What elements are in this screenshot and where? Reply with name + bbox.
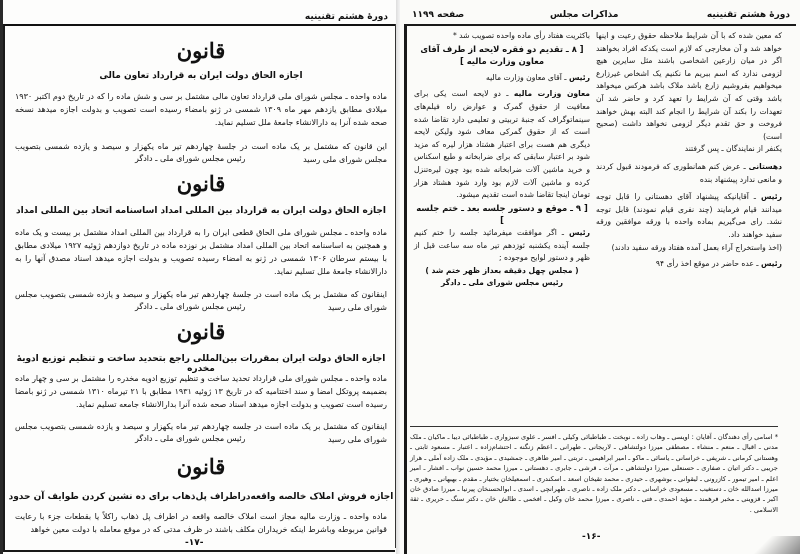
speech: معاون وزارت مالیه ـ دو لایحه است یکی برای معافیت از حقوق گمرک و عوارض راه فیلم‌های سینماتوگراف که جنبهٔ تربیتی و تعلیمی دارد تقاضا شده است که از حقوق گمرکی معاف شود ولیکن لایحه دیگری هم هست برای اعتبار هشتاد هزار لیره که مزید شود بر اعتبار سابقی که برای ضرابخانه و طبع اسکناس و خرید ماشین آلات ضرابخانه شده بود چون لیره‌تنزل کرده و ماشین آلات لازم بود وارد شود هشتاد هزار تومان اینجا تقاضا شده است تقدیم میشود. xyxy=(414,89,590,200)
law-enactment: اینقانون که مشتمل بر یک ماده است در جلسه چهاردهم تیر ماه یکهزار و سیصد و یازده شمسی بتصویب مجلس شورای ملی رسید xyxy=(15,422,387,444)
paragraph: باکثریت هفتاد رأی ماده واحده تصویب شد * xyxy=(452,31,590,40)
law-article: ماده واحده ـ وزارت مالیه مجاز است املاک خالصه واقعه در اطراف پل ذهاب راکلاً یا بقطعات جزء با رعایت قوانین مربوطه وباشرط اینکه خریداران مکلف باشند در ظرف مدتی که در موقع معامله با دولت معین خواهد xyxy=(15,512,387,534)
law-heading: قانون xyxy=(176,171,226,196)
paragraph: که معین شده که با آن شرایط ملاحظه حقوق رعیت و اینها خواهد شد و آن مخارجی که لازم است یکدکه افراد بخواهند اگر در میان زارعین اشخاصی باشند مثل سایرین هیچ لزومی ندارد که اسم ببریم ما نکنیم یک اشخاص غیرزارع میخواهیم بفروشیم زارع باشد ملاک باشد هرکس میخواهد باشد وقتی که آن شرایط را تعهد کرد و حاضر شد آن تعهدات را بکند آن شرایط را انجام کند البته بهش خواهند فروخت و حق تقدم دیگر لزومی نخواهد داشت (صحیح است) xyxy=(596,31,782,141)
law-subtitle: اجازه الحاق دولت ایران به قرارداد تعاون مالی xyxy=(99,71,303,81)
law-subtitle: اجازه الحاق دولت ایران به قرارداد بین المللی امداد اساسنامه اتحاد بین المللی امداد xyxy=(16,206,386,216)
law-heading: قانون xyxy=(176,454,226,479)
section-heading: [ ۹ ـ موقع و دستور جلسه بعد ـ ختم جلسه ] xyxy=(416,202,588,226)
scan-corner-shadow xyxy=(740,536,800,554)
session-close-note: ( مجلس چهل دقیقه بعداز ظهر ختم شد ) xyxy=(425,265,579,275)
running-header-center: مذاکرات مجلس xyxy=(550,10,619,20)
page-border xyxy=(404,24,407,554)
law-article: ماده واحده ـ مجلس شورای ملی قرارداد تحدید ساخت و تنظیم توزیع ادویه مخدره را مشتمل بر سی و چهار ماده بضمیمه پروتکل امضا و سند اختتامیه که در تاریخ ۱۳ ژوئیه ۱۹۳۱ مطابق با ۲۱ تیرماه ۱۳۱۰ شمسی در ژنو بامضا رسیده است تصویب و بدولت اجازه میدهد اسناد صحه شده آنرا بدارالانشاء جامعه تسلیم نماید. xyxy=(15,374,387,409)
right-page xyxy=(400,0,800,554)
law-subtitle: اجازه فروش املاک خالصه واقعه‌دراطراف پل‌ذهاب برای ده نشین کردن طوایف آن حدود xyxy=(8,492,394,502)
law-heading: قانون xyxy=(176,319,226,344)
section-heading: [ ۸ ـ تقدیم دو فقره لایحه از طرف آقای معاون وزارت مالیه ] xyxy=(420,43,584,67)
law-signature: رئیس مجلس شورای ملی ـ دادگر xyxy=(135,154,246,163)
speaker: دهستانی xyxy=(748,161,782,171)
speaker: رئیس xyxy=(568,72,590,82)
law-signature: رئیس مجلس شورای ملی ـ دادگر xyxy=(135,434,246,443)
voters-footnote: * اسامی رأی دهندگان ـ آقایان : اویسی ـ وهاب زاده ـ نوبخت ـ طباطبائی وکیلی ـ افسر ـ علوی سبزواری ـ طباطبائی دیبا ـ ماکیان ـ ملک مدنی ـ اقبال ـ منعم ـ منشاء ـ مصطفی میرزا دولتشاهی ـ لاریجانی ـ طهرانی ـ اعظم زنگنه ـ احتشام‌زاده ـ اعتبار ـ مسعود ثابتی ـ وهستانی کرمانی ـ شریفی ـ خراسانی ـ یاسائی ـ ماکو ـ امیر ابراهیمی ـ تربتی ـ امیر طاهری ـ جمشیدی ـ مؤیدی ـ ملک زاده آملی ـ هراز جریبی ـ دکتر اتیان ـ صفاری ـ حسنعلی میرزا دولتشاهی ـ مرآت ـ قرشی ـ جابری ـ دهستانی ـ میرزا محمد حسین نواب ـ افشار ـ امیر اعلم ـ امیر تیمور ـ کازرونی ـ لیقوانی ـ بوشهری ـ حیدری ـ محمد تقیخان اسعد ـ اسکندری ـ اسمعیلخان بختیار ـ مقدم ـ بهبهانی ـ وهیری ـ میرزا اسدالله خان ـ دستغیب ـ مسعودی خراسانی ـ دکتر ملک زاده ـ ناصری ـ طهرانچی ـ اسدی ـ ابوالحسنخان پیرنیا ـ میرزا صادق خان اکبر ـ قزوینی ـ مخبر فرهمند ـ مؤید احمدی ـ فتی ـ ناصری ـ میرزا محمد خان وکیل ـ افخمی ـ طالش خان ـ دکتر سنگ ـ حریری ـ ثقة الاسلامی . xyxy=(410,433,778,514)
speaker: معاون وزارت مالیه xyxy=(513,89,590,99)
right-column xyxy=(596,30,782,271)
running-header-page: صفحه ۱۱۹۹ xyxy=(412,10,465,20)
law-article: ماده واحده ـ مجلس شورای ملی قرارداد تعاون مالی مشتمل بر سی و شش ماده را که در تاریخ دوم اکتبر ۱۹۳۰ میلادی مطابق یازدهم مهر ماه ۱۳۰۹ شمسی در ژنو بامضاء رسیده است تصویب و بدولت اجازه میدهد نسخه صحه شده آنرا به دارالانشاء جامعهٔ ملل تسلیم نماید. xyxy=(15,92,387,127)
speaker: رئیس xyxy=(568,227,590,237)
footnote-rule xyxy=(410,426,778,427)
speaker: رئیس xyxy=(760,192,783,202)
law-heading: قانون xyxy=(176,38,226,63)
speech: دهستانی ـ عرض کنم همانطوری که فرمودند قبول کردند و مانعی ندارد پیشنهاد بنده xyxy=(596,161,782,184)
running-header: دورهٔ هشتم تقنینیه xyxy=(304,12,388,22)
paragraph: یکنفر از نمایندگان ـ پس گرفتند xyxy=(684,144,782,154)
speaker: رئیس xyxy=(760,259,782,269)
signature: رئیس مجلس شورای ملی ـ دادگر xyxy=(440,278,564,288)
page-border xyxy=(3,24,395,552)
left-column xyxy=(414,30,590,290)
law-subtitle: اجازه الحاق دولت ایران بمقررات بین‌المللی راجع بتحدید ساخت و تنظیم توزیع ادویهٔ مخدره xyxy=(16,354,386,374)
speech: رئیس ـ آقایانیکه پیشنهاد آقای دهستانی را قابل توجه میدانند قیام فرمایند (چند نفری قیام نمودند) قابل توجه نشد. رای می‌گیریم بماده واحده با ورقه موافقین ورقه سفید خواهند داد. xyxy=(596,192,783,239)
speech: رئیس ـ آقای معاون وزارت مالیه xyxy=(486,72,590,82)
paragraph: (اخذ واستخراج آراء بعمل آمده هفتاد ورقه سفید دادند) xyxy=(611,242,782,252)
page-number: -۱۶- xyxy=(582,532,601,542)
law-article: ماده واحده ـ مجلس شورای ملی الحاق قطعی ایران را به قرارداد بین المللی امداد مشتمل بر بیست و یک ماده و همچنین به اساسنامه اتحاد بین المللی امداد مشتمل بر نوزده ماده در تاریخ دوازدهم ژوئیه ۱۹۲۷ میلادی مطابق با بیستم سرطان ۱۳۰۶ شمسی در ژنو به امضاء رسیده تصویب و بدولت اجازه میدهد اسناد مصدق آنها را به دارالانشاء جامعهٔ ملل تسلیم نماید. xyxy=(15,228,387,276)
speech: رئیس ـ عده حاضر در موقع اخذ رأی ۹۴ xyxy=(655,259,782,269)
page-number: -۱۷- xyxy=(185,538,204,548)
law-signature: رئیس مجلس شورای ملی ـ دادگر xyxy=(135,302,246,311)
header-rule xyxy=(404,24,796,26)
law-enactment: اینقانون که مشتمل بر یک ماده است در جلسهٔ چهاردهم تیر ماه یکهزار و سیصد و یازده شمسی بتصویب مجلس شورای ملی رسید xyxy=(15,290,387,312)
running-header-right: دورهٔ هشتم تقنینیه xyxy=(706,10,790,20)
law-enactment: این قانون که مشتمل بر یک ماده است در جلسهٔ چهاردهم تیر ماه یکهزار و سیصد و یازده شمسی بتصویب مجلس شورای ملی رسید xyxy=(15,142,387,164)
speech: رئیس ـ اگر موافقت میفرمائید جلسه را ختم کنیم جلسه آینده یکشنبه ئوزدهم تیر ماه سه ساعت قبل از ظهر و دستور لوایح موجوده ; xyxy=(414,227,590,263)
